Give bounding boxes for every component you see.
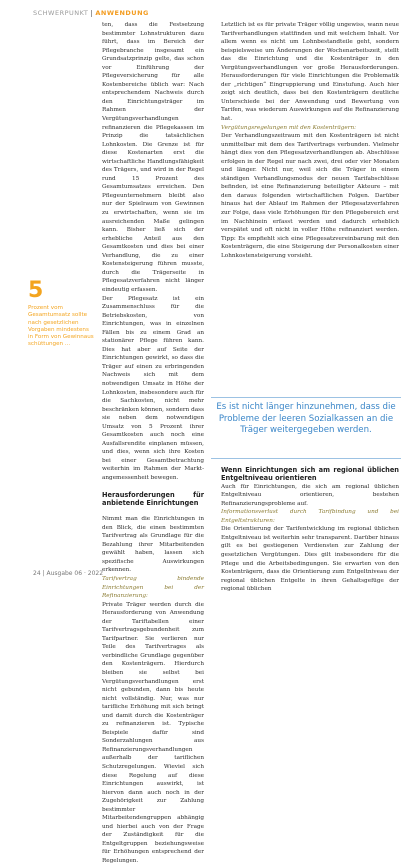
paragraph: Die Orientierung der Tarifentwicklung im regional üblichen Entgeltniveau ist weiterhin sehr transparent. Darüber hinaus gilt es bei gestiegenen Verdiensten zur Zahlung der gesetzlichen Vergütungen. Dies gilt insbesondere für die Pflege und die Arbeitsbedingungen. Sie erwarten von den Kostenträgern, dass die Orientierung zum Entgeltniveau der regional üblichen Entgelte in ihren Gehaltsgefüge der regional üblichen (221, 526, 399, 593)
running-header (33, 9, 149, 17)
page-folio: 24 | Ausgabe 06 · 2022 (33, 570, 104, 577)
column-right-lower (221, 466, 399, 594)
section-heading: Herausforderungen für anbietende Einrichtungen (102, 490, 204, 507)
stat-caption: Prozent vom Gesamtumsatz sollte nach gesetzlichen Vorgaben mindestens in Form von Gewinnaus schüttungen ... (28, 305, 94, 348)
pull-quote: Es ist nicht länger hinzunehmen, dass die Probleme der leeren Sozialkassen an die Träger weitergegeben werden. (216, 402, 396, 436)
subheading: Tarifvertrag bindende Einrichtungen bei der Refinanzierung: (102, 575, 204, 600)
pull-quote-rule-top (211, 397, 401, 398)
paragraph: Nimmt man die Einrichtungen in den Blick, die einen bestimmten Tarifvertrag als Grundlage für die Bezahlung ihrer Mitarbeitenden gewählt haben, lassen sich spezifische Auswirkungen erkennen. (102, 516, 204, 574)
paragraph: Private Träger werden durch die Herausforderung von Anwendung der Tariftabellen einer Tarifvertragsgebundenheit zum Tarifpartner. Sie verlieren nur Teile des Tarifvertrages als verbindliche Grundlage gegenüber den Kostenträgern. Hierdurch bleiben sie selbst bei Vergütungsverhandlungen erst nicht gebunden, dann bis heute nicht vollständig. Nur, was nur tarifliche Erhöhung mit sich bringt und damit durch die Kostenträger zu refinanzieren ist. Typische Beispiele dafür sind Sonderzahlungen aus Refinanzierungsverhandlungen außerhalb der tariflichen Schutzregelungen. Wieviel sich diese Regelung auf diese Einrichtungen auswirkt, ist hiervon dann auch noch in der Zugehörigkeit zur Zahlung bestimmter Mitarbeitendengruppen abhängig und hierbei auch von der Frage der Zuständigkeit für die Entgeltgruppen beziehungsweise für Erhöhungen entsprechend der Regelungen. (102, 601, 204, 864)
pull-quote-rule-bottom (211, 458, 401, 459)
section-heading: Wenn Einrichtungen sich am regional üblichen Entgeltniveau orientieren (221, 466, 399, 483)
header-divider (91, 10, 92, 17)
paragraph: Der Verhandlungszeitraum mit den Kostenträgern ist nicht unmittelbar mit dem des Tarifvertrags verbunden. Vielmehr hängt dies von den Pflegesatzverhandlungen ab. Abschlüsse erfolgen in der Regel nur nach zwei, drei oder vier Monaten und länger. Nicht nur, weil sich die Träger in einem ständigen Verhandlungsmodus der neuen Tarifabschlüsse befinden, ist eine Refinanzierung beteiligter Akteure – mit den daraus folgenden wirtschaftlichen Folgen. Darüber hinaus hat der Ablauf im Rahmen der Pflegesatzverfahren zur Folge, dass viele Erhöhungen für den Pflegebereich erst im Nachhinein erfasst werden und dadurch erheblich verspätet und oft nicht in voller Höhe refinanziert werden. Tipp: Es empfiehlt sich eine Pflegesatzvereinbarung mit den Kostenträgern, die eine Steigerung der Personalkosten einer Lohnkostensteigerung vorsieht. (221, 133, 399, 259)
subheading: Informationsverlust durch Tarifbindung und bei Entgeltstrukturen: (221, 509, 399, 524)
header-topic: ANWENDUNG (95, 9, 149, 17)
paragraph: Letztlich ist es für private Träger völlig ungewiss, wann neue Tarifverhandlungen stattfinden und mit welchem Inhalt. Vor allem wenn es nicht um Lohnbestandteile geht, sondern beispielsweise um Änderungen der Wochenarbeitszeit, stellt das die Einrichtung und die Kostenträger in den Vergütungsverhandlungen vor große Herausforderungen. Herausforderungen für viele Einrichtungen die Problematik der „richtigen“ Eingruppierung und Einstufung. Auch hier zeigt sich deutlich, dass bei den Kostenträgern deutliche Unterschiede bei der Anwendung und Bewertung von Tarifen, was wiederum Auswirkungen auf die Refinanzierung hat. (221, 22, 399, 123)
paragraph: Der Pflegesatz ist ein Zusammenschluss für die Betriebskosten, von Einrichtungen, was in einzelnen Fällen bis zu einem Grad an stationärer Pflege führen kann. Dies hat aber auf Seite der Einrichtungen gewirkt, so dass die Träger auf einen zu erbringenden Nachweis sich mit dem notwendigen Umsatz in Höhe der Lohnkosten, insbesondere auch für die Sachkosten, nicht mehr beschränken können, sondern dass sie neben dem notwendigen Umsatz von 5 Prozent ihrer Gesamtkosten auch noch eine Ausfallsrendite einplanen müssen, und dies, wenn sich ihre Kosten bei einer Gesamtbetrachtung weiterhin im Rahmen der Markt-angemessenheit bewegen. (102, 295, 204, 481)
stat-number: 5 (28, 278, 44, 303)
column-right (221, 21, 399, 260)
spacer (102, 483, 204, 491)
spacer (102, 507, 204, 515)
subheading: Vergütungsregelungen mit den Kostenträgern: (221, 124, 357, 131)
header-section: SCHWERPUNKT (33, 9, 89, 17)
column-left (102, 21, 204, 866)
paragraph: Auch für Einrichtungen, die sich am regional üblichen Entgeltniveau orientieren, bestehen Refinanzierungsprobleme auf. (221, 483, 399, 507)
paragraph: ten, dass die Festsetzung bestimmter Lohnstrukturen dazu führt, dass im Bereich der Pflegebranche insgesamt ein Grundsatzprinzip gelte, das schon vor Einführung der Pflegeversicherung für alle Kostenbereiche üblich war: Nach entsprechendem Nachweis durch den Einrichtungsträger im Rahmen der Vergütungsverhandlungen refinanzieren die Pflegekassen im Prinzip die tatsächlichen Lohnkosten. Die Grenze ist für diese Kostenarten erst die wirtschaftliche Handlungsfähigkeit des Trägers, und wird in der Regel rund 15 Prozent des Gesamtumsatzes erreichen. Den Pflegeunternehmern bleibt also nur der Spielraum von Gewinnen zu erwirtschaften, wenn sie im ausreichenden Maße gelingen kann. Bisher ließ sich der erhebliche Anteil aus den Gesamtkosten und dies bei einer Verhandlung, die zu einer Kostensteigerung führen musste, durch die Trägerseite in Pflegesatzverfahren nicht länger eindeutig erfassen. (102, 22, 204, 293)
stat-callout (28, 280, 94, 349)
